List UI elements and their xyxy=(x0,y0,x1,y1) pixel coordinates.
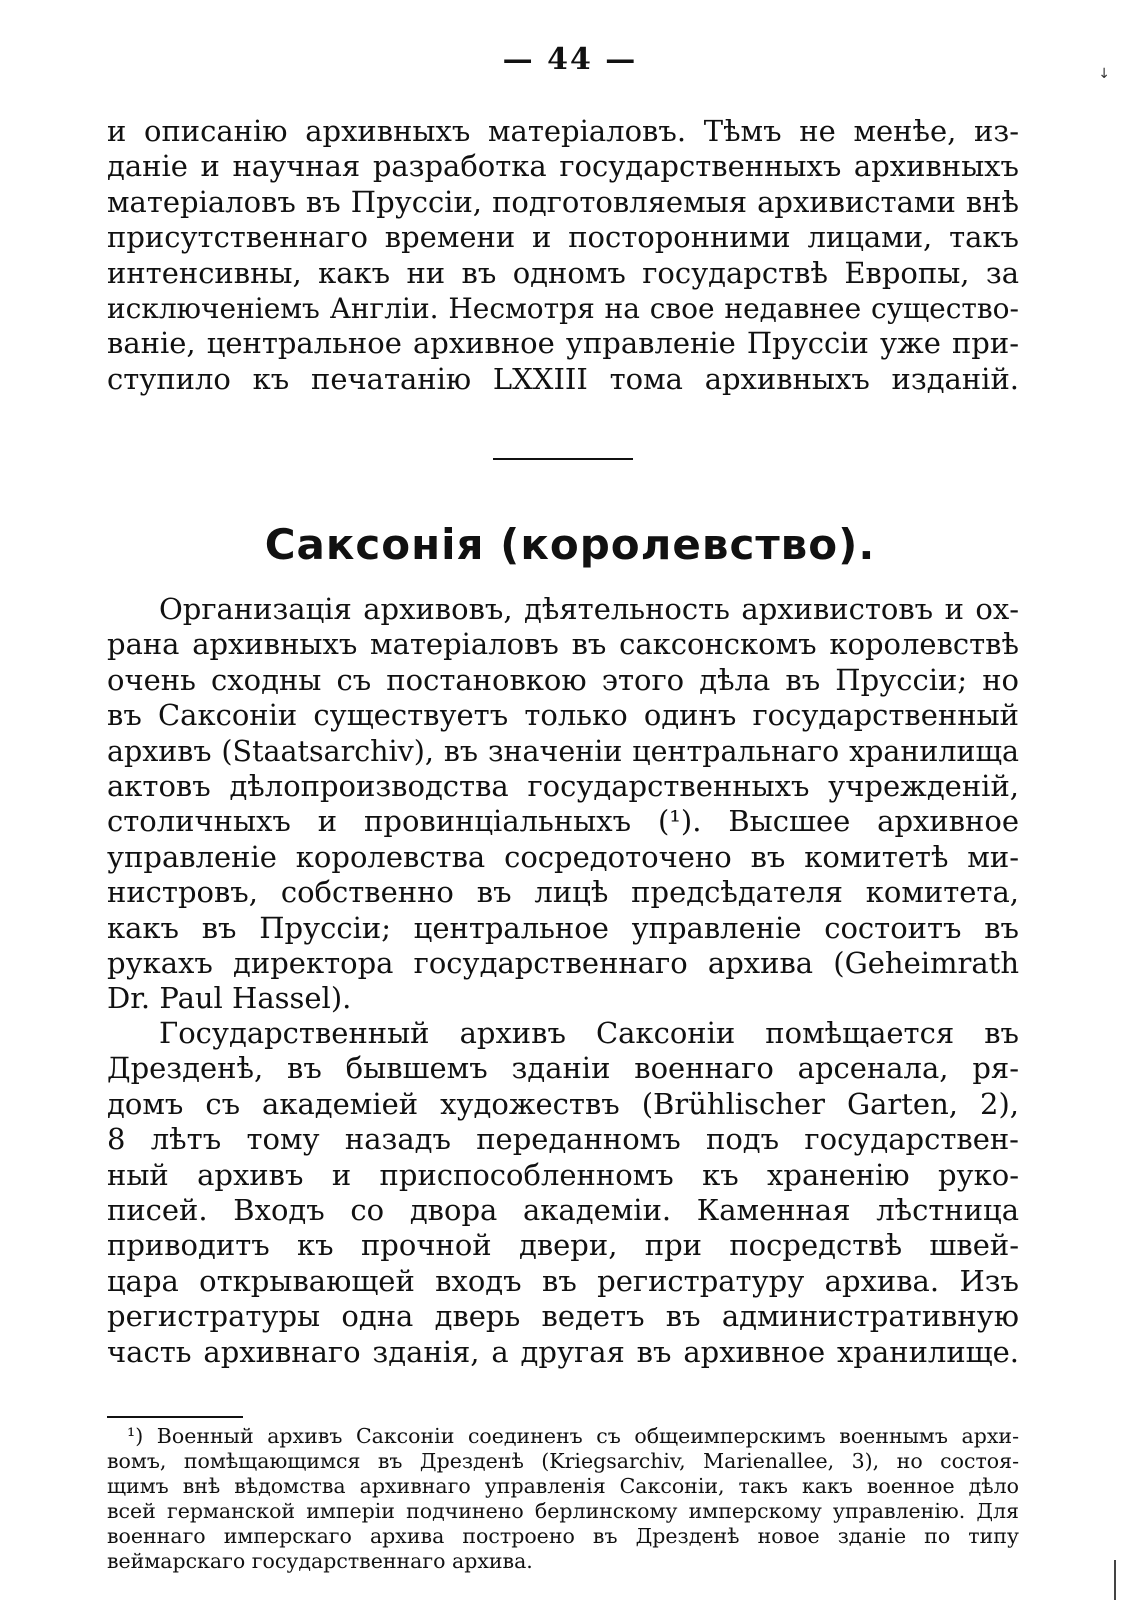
margin-scan-line xyxy=(1114,1560,1116,1600)
page-number: — 44 — xyxy=(502,42,638,77)
text-line: ваніе, центральное архивное управленіе Пруссіи уже при- xyxy=(107,326,1019,361)
text-line: интенсивны, какъ ни въ одномъ государствѣ Европы, за xyxy=(107,255,1019,290)
footnote-line: военнаго имперскаго архива построено въ Дрезденѣ новое зданіе по типу xyxy=(107,1524,1019,1548)
footnote xyxy=(107,1424,1019,1574)
footnote-line: всей германской имперіи подчинено берлинскому имперскому управленію. Для xyxy=(107,1499,1019,1523)
text-line: исключеніемъ Англіи. Несмотря на свое недавнее существо- xyxy=(107,291,1019,325)
text-line: и описанію архивныхъ матеріаловъ. Тѣмъ не менѣе, из- xyxy=(107,114,1019,148)
text-line: актовъ дѣлопроизводства государственныхъ учрежденій, xyxy=(107,768,1019,803)
text-line: домъ съ академіей художествъ (Brühlischer Garten, 2), xyxy=(107,1086,1019,1121)
text-line: присутственнаго времени и посторонними лицами, такъ xyxy=(107,220,1019,255)
paragraph-organization xyxy=(107,592,1019,1017)
footnote-line: вомъ, помѣщающимся въ Дрезденѣ (Kriegsarchiv, Marienallee, 3), но состоя- xyxy=(107,1449,1019,1473)
text-line: Dr. Paul Hassel). xyxy=(107,981,352,1016)
text-line: часть архивнаго зданія, а другая въ архивное хранилище. xyxy=(107,1334,1019,1369)
text-line: регистратуры одна дверь ведетъ въ административную xyxy=(107,1299,1019,1334)
text-line: столичныхъ и провинціальныхъ (¹). Высшее архивное xyxy=(107,804,1019,839)
footnote-rule xyxy=(107,1416,243,1418)
text-line: писей. Входъ со двора академіи. Каменная лѣстница xyxy=(107,1192,1019,1227)
text-line: ный архивъ и приспособленномъ къ храненію руко- xyxy=(107,1157,1019,1192)
text-line: Дрезденѣ, въ бывшемъ зданіи военнаго арсенала, ря- xyxy=(107,1051,1019,1086)
text-line: архивъ (Staatsarchiv), въ значеніи центральнаго хранилища xyxy=(107,734,1019,768)
margin-arrow-mark: ↓ xyxy=(1098,66,1110,82)
text-line: рана архивныхъ матеріаловъ въ саксонскомъ королевствѣ xyxy=(107,627,1019,662)
text-line: Организація архивовъ, дѣятельность архивистовъ и ох- xyxy=(159,592,1019,626)
text-line: цара открывающей входъ въ регистратуру архива. Изъ xyxy=(107,1263,1019,1298)
text-line: даніе и научная разработка государственныхъ архивныхъ xyxy=(107,149,1019,184)
text-line: управленіе королевства сосредоточено въ комитетѣ ми- xyxy=(107,839,1019,874)
continued-paragraph xyxy=(107,114,1019,397)
text-line: очень сходны съ постановкою этого дѣла въ Пруссіи; но xyxy=(107,662,1019,697)
footnote-line: щимъ внѣ вѣдомства архивнаго управленія Саксоніи, такъ какъ военное дѣло xyxy=(107,1474,1019,1498)
text-line: приводитъ къ прочной двери, при посредствѣ швей- xyxy=(107,1228,1019,1263)
footnote-line: веймарскаго государственнаго архива. xyxy=(107,1549,533,1573)
text-line: какъ въ Пруссіи; центральное управленіе состоитъ въ xyxy=(107,910,1019,945)
text-line: Государственный архивъ Саксоніи помѣщается въ xyxy=(159,1016,1019,1050)
text-line: матеріаловъ въ Пруссіи, подготовляемыя архивистами внѣ xyxy=(107,184,1019,219)
text-line: 8 лѣтъ тому назадъ переданномъ подъ государствен- xyxy=(107,1122,1019,1157)
text-line: рукахъ директора государственнаго архива (Geheimrath xyxy=(107,945,1019,980)
text-line: въ Саксоніи существуетъ только одинъ государственный xyxy=(107,698,1019,733)
paragraph-building xyxy=(107,1016,1019,1370)
text-line: нистровъ, собственно въ лицѣ предсѣдателя комитета, xyxy=(107,875,1019,910)
section-divider xyxy=(493,458,633,460)
footnote-line: ¹) Военный архивъ Саксоніи соединенъ съ общеимперскимъ военнымъ архи- xyxy=(127,1424,1019,1448)
section-heading: Саксонія (королевство). xyxy=(264,520,876,569)
text-line: ступило къ печатанію LXXIII тома архивныхъ изданій. xyxy=(107,361,1019,396)
